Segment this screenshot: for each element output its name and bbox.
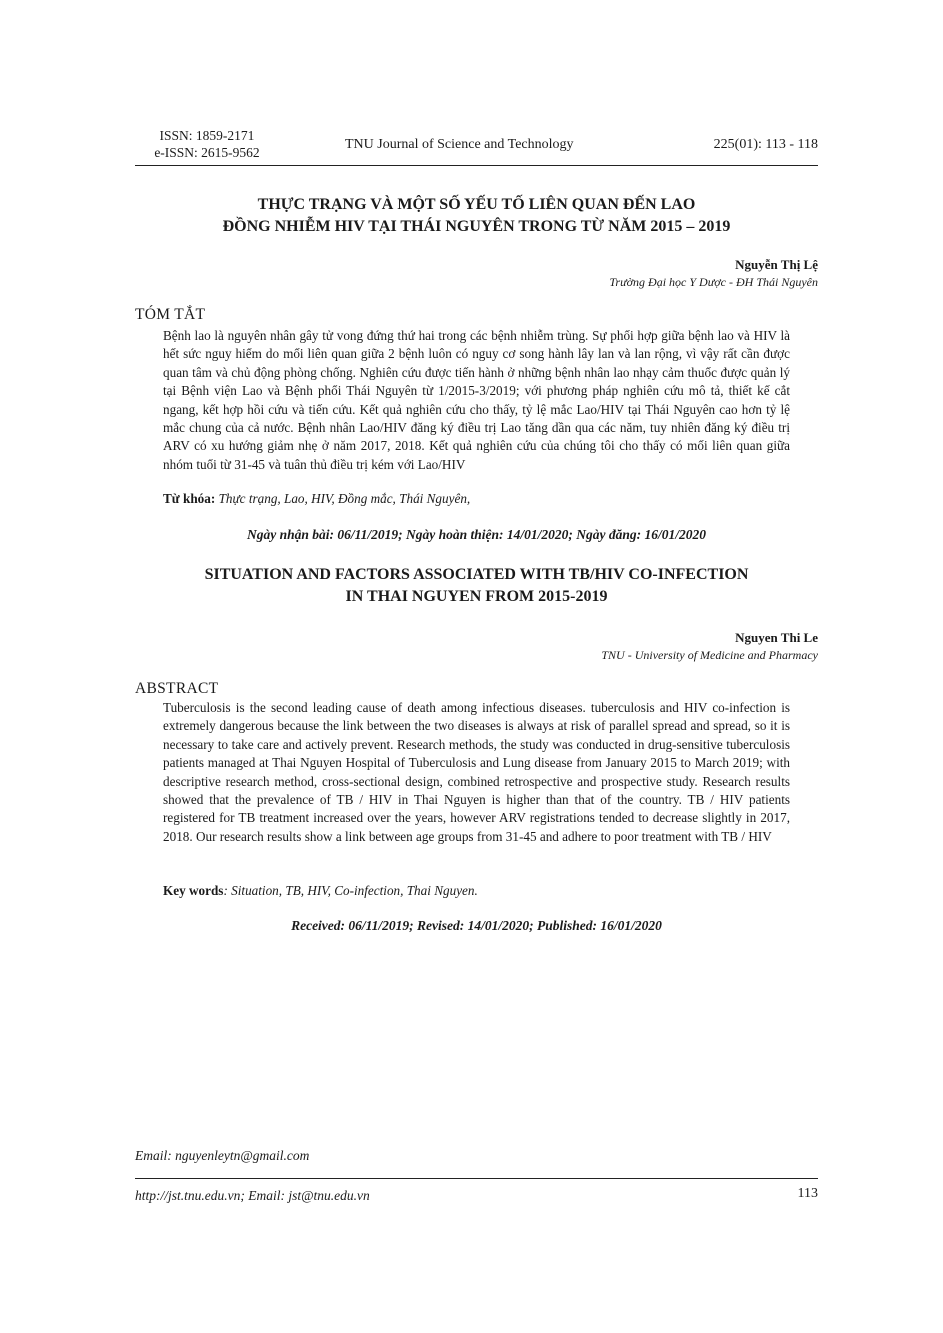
issn-block (142, 127, 272, 161)
vi-title (135, 194, 818, 238)
vi-title-line2: ĐỒNG NHIỄM HIV TẠI THÁI NGUYÊN TRONG TỪ NĂM 2015 – 2019 (222, 218, 731, 235)
vi-keywords-label: Từ khóa: (163, 491, 216, 506)
en-title-line2: IN THAI NGUYEN FROM 2015-2019 (345, 588, 608, 605)
footer-divider (135, 1178, 818, 1179)
header-divider (135, 165, 818, 166)
issn: ISSN: 1859-2171 (159, 128, 255, 143)
journal-name: TNU Journal of Science and Technology (345, 137, 574, 152)
vi-author: Nguyễn Thị Lệ (735, 257, 818, 272)
vi-abstract-heading: TÓM TẮT (135, 306, 206, 323)
vi-affiliation: Trường Đại học Y Dược - ĐH Thái Nguyên (609, 275, 818, 289)
en-author: Nguyen Thi Le (735, 630, 818, 645)
en-keywords (163, 883, 790, 899)
issue-pages: 225(01): 113 - 118 (713, 137, 818, 152)
en-dates: Received: 06/11/2019; Revised: 14/01/2020; Published: 16/01/2020 (291, 918, 662, 933)
en-title-line1: SITUATION AND FACTORS ASSOCIATED WITH TB/HIV CO-INFECTION (204, 566, 749, 583)
page-number: 113 (797, 1186, 818, 1201)
eissn: e-ISSN: 2615-9562 (154, 145, 260, 160)
vi-keywords-value: Thực trạng, Lao, HIV, Đồng mắc, Thái Nguyên, (218, 491, 471, 506)
en-keywords-value: : Situation, TB, HIV, Co-infection, Thai Nguyen. (223, 883, 478, 898)
en-abstract-heading: ABSTRACT (135, 680, 219, 697)
vi-title-line1: THỰC TRẠNG VÀ MỘT SỐ YẾU TỐ LIÊN QUAN ĐẾN LAO (257, 196, 696, 213)
author-email: Email: nguyenleytn@gmail.com (135, 1148, 310, 1163)
en-title (135, 564, 818, 608)
footer-links: http://jst.tnu.edu.vn; Email: jst@tnu.edu.vn (135, 1188, 370, 1203)
en-keywords-label: Key words (163, 883, 224, 898)
vi-dates: Ngày nhận bài: 06/11/2019; Ngày hoàn thiện: 14/01/2020; Ngày đăng: 16/01/2020 (246, 527, 707, 542)
vi-abstract-text: Bệnh lao là nguyên nhân gây tử vong đứng thứ hai trong các bệnh nhiễm trùng. Sự phối hợp giữa bệnh lao và HIV là hết sức nguy hiểm do mối liên quan giữa 2 bệnh luôn có nguy cơ song hành lây lan và lan rộng, vì vậy rất cần được quan tâm và chủ động phòng chống. Nghiên cứu được tiến hành ở những bệnh nhân lao nhạy cảm thuốc được quản lý tại Bệnh viện Lao và Bệnh phổi Thái Nguyên từ 1/2015-3/2019; với phương pháp nghiên cứu mô tả, thiết kế cắt ngang, kết hợp hồi cứu và tiến cứu. Kết quả nghiên cứu cho thấy, tỷ lệ mắc Lao/HIV tại Thái Nguyên cao hơn tỷ lệ mắc chung của cả nước. Bệnh nhân Lao/HIV đăng ký điều trị Lao tăng dần qua các năm, tuy nhiên đăng ký điều trị ARV có xu hướng giảm nhẹ ở năm 2017, 2018. Kết quả nghiên cứu của chúng tôi cho thấy có mối liên quan giữa nhóm tuổi từ 31-45 và tuân thủ điều trị kém với Lao/HIV (163, 328, 790, 472)
en-abstract-text: Tuberculosis is the second leading cause of death among infectious diseases. tuberculosis and HIV co-infection is extremely dangerous because the link between the two diseases is always at risk of parallel spread and spread, so it is necessary to take care and actively prevent. Research methods, the study was conducted in drug-sensitive tuberculosis patients managed at Thai Nguyen Hospital of Tuberculosis and Lung disease from January 2015 to March 2019; with descriptive research method, cross-sectional design, combined retrospective and prospective study. Research results showed that the prevalence of TB / HIV in Thai Nguyen is higher than that of the country. TB / HIV patients registered for TB treatment increased over the years, however ARV registrations tended to decrease slightly in 2017, 2018. Our research results show a link between age groups from 31-45 and adhere to poor treatment with TB / HIV (163, 700, 790, 844)
vi-keywords (163, 491, 790, 507)
en-affiliation: TNU - University of Medicine and Pharmacy (601, 648, 818, 662)
